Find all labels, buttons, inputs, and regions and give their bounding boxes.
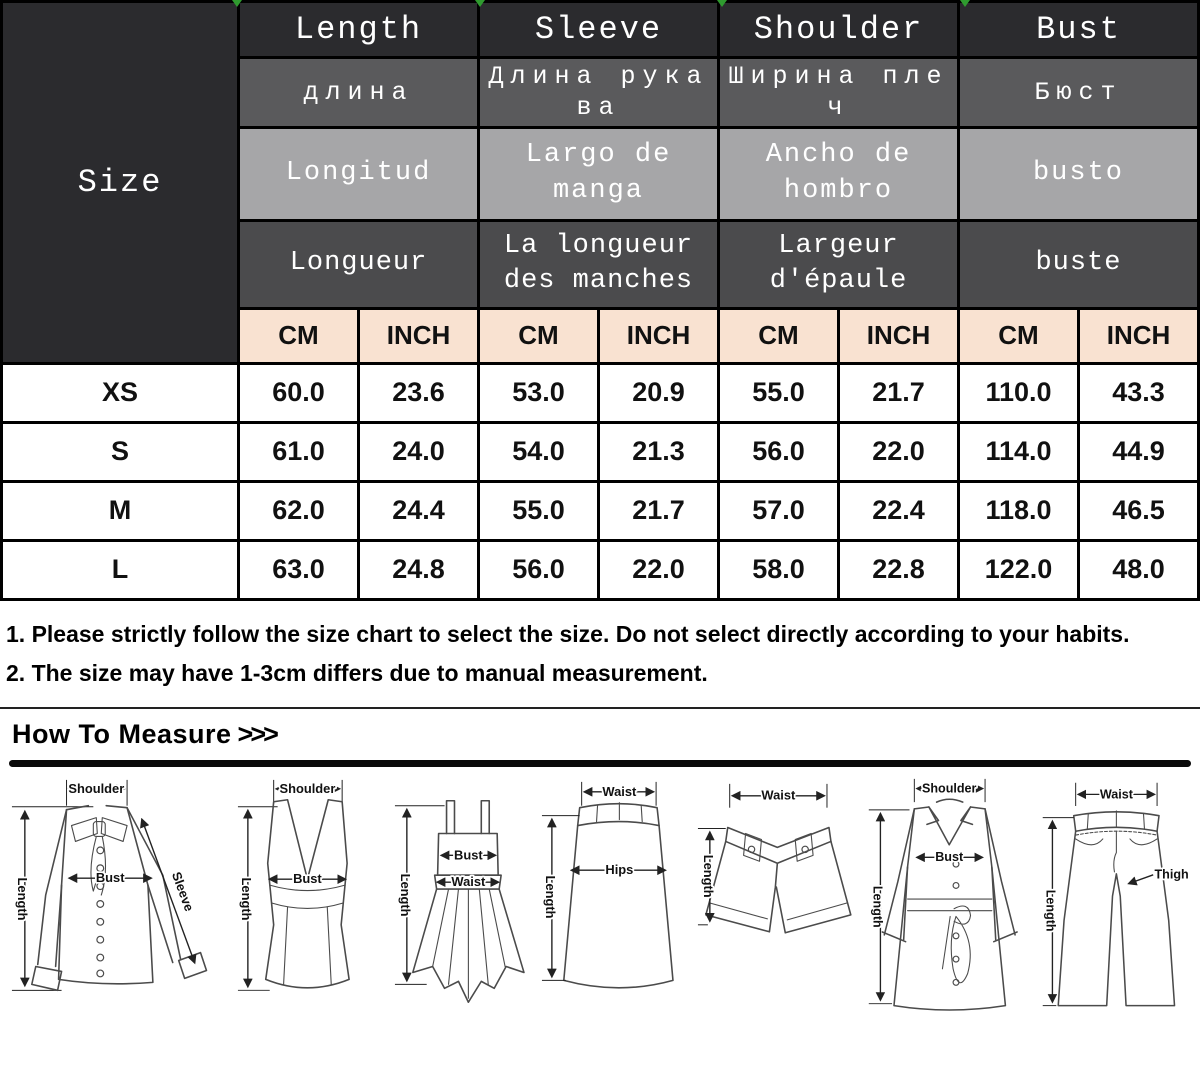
cell-value: 22.4 bbox=[839, 481, 959, 540]
table-row-l bbox=[2, 540, 1199, 599]
tank-top-diagram bbox=[230, 775, 387, 1025]
svg-text:Sleeve: Sleeve bbox=[168, 869, 197, 913]
col-header-sleeve-en: Sleeve bbox=[479, 2, 719, 58]
svg-text:Length: Length bbox=[239, 877, 255, 920]
size-header-cell: Size bbox=[2, 2, 239, 364]
svg-text:Bust: Bust bbox=[454, 846, 483, 862]
cell-value: 54.0 bbox=[479, 422, 599, 481]
svg-text:Waist: Waist bbox=[451, 873, 486, 889]
cell-value: 24.4 bbox=[359, 481, 479, 540]
col-header-length-es: Longitud bbox=[239, 127, 479, 220]
unit-header-cm: CM bbox=[719, 308, 839, 363]
unit-header-inch: INCH bbox=[359, 308, 479, 363]
col-header-shoulder-ru: Ширина плеч bbox=[719, 58, 959, 128]
cell-value: 55.0 bbox=[719, 363, 839, 422]
table-row-xs bbox=[2, 363, 1199, 422]
size-value: XS bbox=[2, 363, 239, 422]
skirt-diagram bbox=[536, 775, 690, 1025]
cell-value: 114.0 bbox=[959, 422, 1079, 481]
svg-text:Hips: Hips bbox=[605, 861, 634, 877]
cell-value: 46.5 bbox=[1079, 481, 1199, 540]
cell-value: 20.9 bbox=[599, 363, 719, 422]
cell-value: 60.0 bbox=[239, 363, 359, 422]
measure-diagrams bbox=[0, 775, 1200, 1025]
cell-value: 23.6 bbox=[359, 363, 479, 422]
cell-value: 21.7 bbox=[839, 363, 959, 422]
unit-header-cm: CM bbox=[239, 308, 359, 363]
svg-text:Length: Length bbox=[398, 873, 414, 917]
col-header-sleeve-fr: La longueur des manches bbox=[479, 220, 719, 308]
cell-value: 122.0 bbox=[959, 540, 1079, 599]
how-to-measure-title: How To Measure >>> bbox=[12, 718, 276, 749]
heading-underline bbox=[9, 760, 1191, 767]
svg-text:Length: Length bbox=[14, 877, 30, 920]
size-value: S bbox=[2, 422, 239, 481]
svg-text:Shoulder: Shoulder bbox=[921, 780, 977, 795]
cell-value: 56.0 bbox=[479, 540, 599, 599]
col-header-bust-fr: buste bbox=[959, 220, 1199, 308]
col-header-shoulder-fr: Largeur d'épaule bbox=[719, 220, 959, 308]
cell-value: 44.9 bbox=[1079, 422, 1199, 481]
col-header-sleeve-ru: Длина рукава bbox=[479, 58, 719, 128]
unit-header-cm: CM bbox=[479, 308, 599, 363]
triple-chevron-icon: >>> bbox=[237, 718, 276, 749]
notes-block bbox=[0, 601, 1200, 693]
size-value: M bbox=[2, 481, 239, 540]
col-header-sleeve-es: Largo de manga bbox=[479, 127, 719, 220]
cell-value: 61.0 bbox=[239, 422, 359, 481]
svg-text:Length: Length bbox=[542, 875, 558, 919]
cell-value: 22.0 bbox=[839, 422, 959, 481]
cell-value: 53.0 bbox=[479, 363, 599, 422]
unit-header-cm: CM bbox=[959, 308, 1079, 363]
cell-value: 43.3 bbox=[1079, 363, 1199, 422]
svg-text:Waist: Waist bbox=[761, 787, 796, 803]
svg-text:Waist: Waist bbox=[602, 783, 637, 799]
coat-diagram bbox=[857, 775, 1034, 1025]
strap-dress-diagram bbox=[387, 775, 536, 1025]
svg-text:Waist: Waist bbox=[1100, 786, 1134, 801]
col-header-length-fr: Longueur bbox=[239, 220, 479, 308]
cell-value: 21.7 bbox=[599, 481, 719, 540]
cell-value: 22.0 bbox=[599, 540, 719, 599]
svg-text:Bust: Bust bbox=[95, 869, 125, 885]
table-row-m bbox=[2, 481, 1199, 540]
section-divider bbox=[0, 707, 1200, 709]
cell-value: 55.0 bbox=[479, 481, 599, 540]
svg-text:Shoulder: Shoulder bbox=[68, 780, 125, 796]
svg-text:Bust: Bust bbox=[293, 870, 323, 886]
cell-value: 22.8 bbox=[839, 540, 959, 599]
blouse-diagram bbox=[4, 775, 230, 1025]
col-header-bust-ru: Бюст bbox=[959, 58, 1199, 128]
col-header-length-en: Length bbox=[239, 2, 479, 58]
svg-text:Bust: Bust bbox=[934, 849, 963, 864]
pants-diagram bbox=[1033, 775, 1200, 1025]
svg-text:Thigh: Thigh bbox=[1154, 867, 1189, 882]
col-header-bust-es: busto bbox=[959, 127, 1199, 220]
cell-value: 56.0 bbox=[719, 422, 839, 481]
cell-value: 58.0 bbox=[719, 540, 839, 599]
svg-text:Length: Length bbox=[1043, 889, 1058, 932]
table-row-s bbox=[2, 422, 1199, 481]
unit-header-inch: INCH bbox=[839, 308, 959, 363]
svg-text:Length: Length bbox=[870, 885, 885, 928]
cell-value: 57.0 bbox=[719, 481, 839, 540]
cell-value: 63.0 bbox=[239, 540, 359, 599]
col-header-bust-en: Bust bbox=[959, 2, 1199, 58]
col-header-shoulder-en: Shoulder bbox=[719, 2, 959, 58]
cell-value: 118.0 bbox=[959, 481, 1079, 540]
col-header-shoulder-es: Ancho de hombro bbox=[719, 127, 959, 220]
size-value: L bbox=[2, 540, 239, 599]
cell-value: 21.3 bbox=[599, 422, 719, 481]
col-header-length-ru: длина bbox=[239, 58, 479, 128]
cell-value: 62.0 bbox=[239, 481, 359, 540]
cell-value: 48.0 bbox=[1079, 540, 1199, 599]
cell-value: 24.8 bbox=[359, 540, 479, 599]
cell-value: 24.0 bbox=[359, 422, 479, 481]
note-1: 1. Please strictly follow the size chart to select the size. Do not select directly according to your habits. bbox=[6, 620, 1130, 647]
note-2: 2. The size may have 1-3cm differs due to manual measurement. bbox=[6, 659, 708, 686]
svg-text:Length: Length bbox=[700, 854, 716, 898]
shorts-diagram bbox=[690, 775, 857, 1025]
unit-header-inch: INCH bbox=[599, 308, 719, 363]
cell-value: 110.0 bbox=[959, 363, 1079, 422]
unit-header-inch: INCH bbox=[1079, 308, 1199, 363]
svg-text:Shoulder: Shoulder bbox=[279, 780, 336, 796]
